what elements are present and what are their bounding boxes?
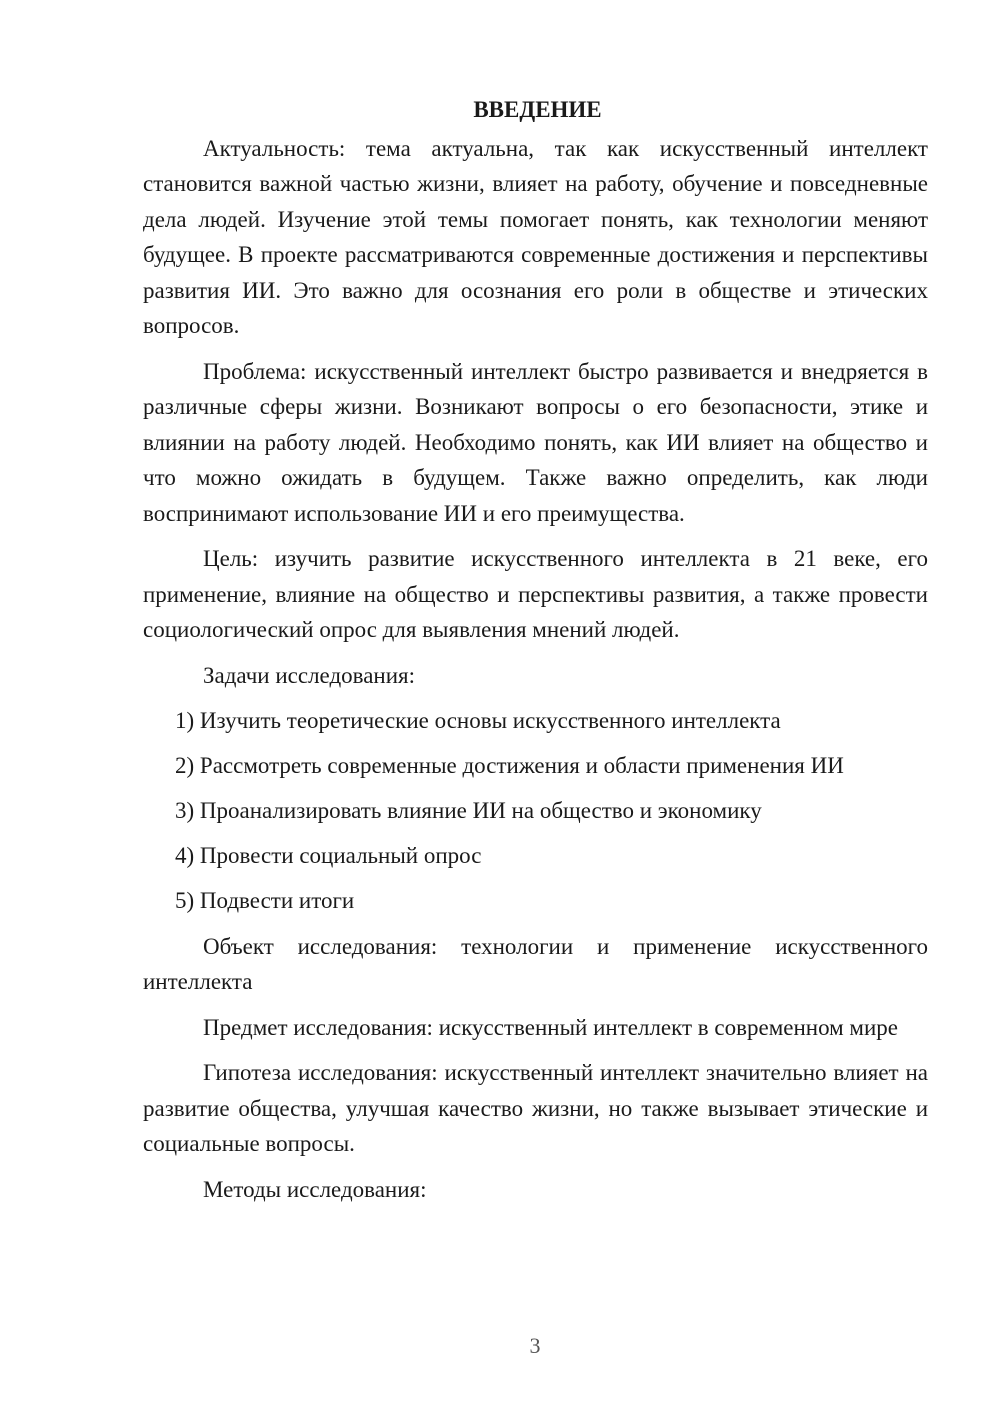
tasks-list bbox=[143, 703, 928, 919]
page-number: 3 bbox=[529, 1333, 541, 1358]
task-item: 5) Подвести итоги bbox=[175, 888, 355, 913]
task-item: 2) Рассмотреть современные достижения и области применения ИИ bbox=[175, 753, 844, 778]
paragraph-goal: Цель: изучить развитие искусственного интеллекта в 21 веке, его применение, влияние на общество и перспективы развития, а также провести социологический опрос для выявления мнений людей. bbox=[143, 546, 928, 642]
task-item: 4) Провести социальный опрос bbox=[175, 843, 482, 868]
paragraph-methods: Методы исследования: bbox=[203, 1176, 427, 1202]
paragraph-subject: Предмет исследования: искусственный интеллект в современном мире bbox=[203, 1014, 899, 1040]
paragraph-problem: Проблема: искусственный интеллект быстро развивается и внедряется в различные сферы жизни. Возникают вопросы о его безопасности, этике и влиянии на работу людей. Необходимо понять, как ИИ влияет на общество и что можно ожидать в будущем. Также важно определить, как люди воспринимают использование ИИ и его преимущества. bbox=[143, 358, 928, 526]
section-title: ВВЕДЕНИЕ bbox=[473, 97, 602, 122]
task-item: 1) Изучить теоретические основы искусственного интеллекта bbox=[175, 708, 781, 733]
paragraph-object: Объект исследования: технологии и применение искусственного интеллекта bbox=[143, 933, 928, 994]
task-item: 3) Проанализировать влияние ИИ на общество и экономику bbox=[175, 798, 762, 823]
document-page bbox=[143, 92, 928, 1217]
tasks-heading: Задачи исследования: bbox=[203, 662, 416, 688]
paragraph-relevance: Актуальность: тема актуальна, так как искусственный интеллект становится важной частью жизни, влияет на работу, обучение и повседневные дела людей. Изучение этой темы помогает понять, как технологии меняют будущее. В проекте рассматриваются современные достижения и перспективы развития ИИ. Это важно для осознания его роли в обществе и этических вопросов. bbox=[143, 135, 928, 338]
paragraph-hypothesis: Гипотеза исследования: искусственный интеллект значительно влияет на развитие общества, улучшая качество жизни, но также вызывает этические и социальные вопросы. bbox=[143, 1060, 928, 1156]
